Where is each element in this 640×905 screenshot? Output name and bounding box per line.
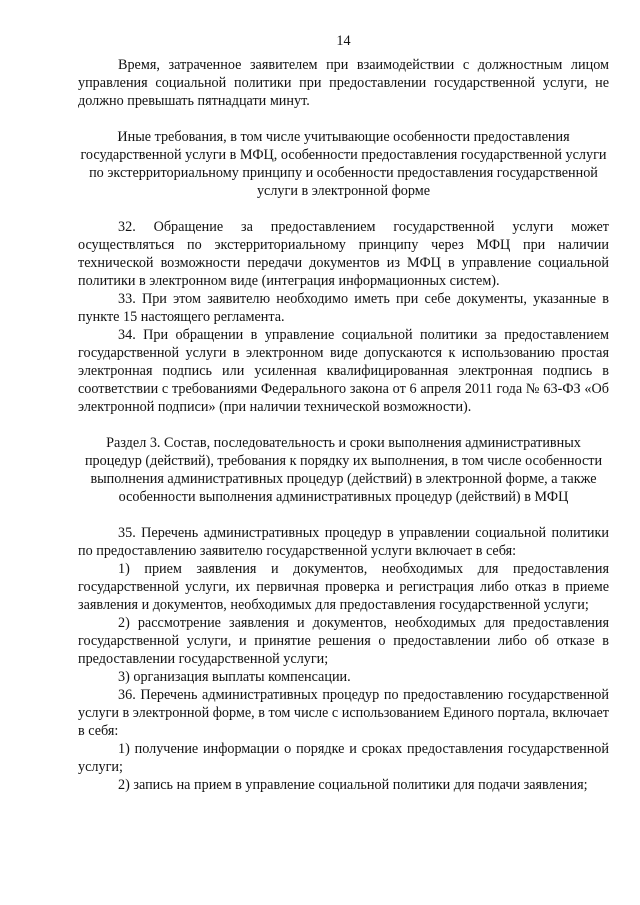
- spacer: [78, 200, 609, 218]
- page-number: 14: [336, 33, 351, 49]
- paragraph-32: 32. Обращение за предоставлением государственной услуги может осуществляться по экстерриториальному принципу через МФЦ при наличии технической возможности передачи документов из МФЦ в управление социальной политики в электронном виде (интеграция информационных систем).: [78, 219, 609, 289]
- paragraph-35: 35. Перечень административных процедур в управлении социальной политики по предоставлению заявителю государственной услуги включает в себя:: [78, 525, 609, 559]
- spacer: [78, 506, 609, 524]
- heading-other-requirements: Иные требования, в том числе учитывающие особенности предоставления государственной услуги в МФЦ, особенности предоставления государственной услуги по экстерриториальному принципу и особенности предоставления государственной услуги в электронной форме: [80, 129, 607, 199]
- paragraph-36-item-1: 1) получение информации о порядке и сроках предоставления государственной услуги;: [78, 741, 609, 775]
- paragraph-time-limit: Время, затраченное заявителем при взаимодействии с должностным лицом управления социальной политики при предоставлении государственной услуги, не должно превышать пятнадцати минут.: [78, 57, 609, 109]
- paragraph-35-item-1: 1) прием заявления и документов, необходимых для предоставления государственной услуги, их первичная проверка и регистрация либо отказ в приеме заявления и документов, необходимых для предоставления государственной услуги;: [78, 561, 609, 613]
- paragraph-36-item-2: 2) запись на прием в управление социальной политики для подачи заявления;: [118, 777, 588, 793]
- spacer: [78, 110, 609, 128]
- paragraph-33: 33. При этом заявителю необходимо иметь при себе документы, указанные в пункте 15 настоящего регламента.: [78, 291, 609, 325]
- paragraph-35-item-2: 2) рассмотрение заявления и документов, необходимых для предоставления государственной услуги, и принятие решения о предоставлении либо об отказе в предоставлении государственной услуги;: [78, 615, 609, 667]
- spacer: [78, 416, 609, 434]
- paragraph-35-item-3: 3) организация выплаты компенсации.: [118, 669, 351, 685]
- paragraph-34: 34. При обращении в управление социальной политики за предоставлением государственной услуги в электронном виде допускаются к использованию простая электронная подпись или усиленная квалифицированная электронная подпись в соответствии с требованиями Федерального закона от 6 апреля 2011 года № 63-ФЗ «Об электронной подписи» (при наличии технической возможности).: [78, 327, 609, 415]
- paragraph-36: 36. Перечень административных процедур по предоставлению государственной услуги в электронной форме, в том числе с использованием Единого портала, включает в себя:: [78, 687, 609, 739]
- heading-section-3: Раздел 3. Состав, последовательность и сроки выполнения административных процедур (действий), требования к порядку их выполнения, в том числе особенности выполнения административных процедур (действий) в электронной форме, а также особенности выполнения административных процедур (действий) в МФЦ: [84, 435, 603, 505]
